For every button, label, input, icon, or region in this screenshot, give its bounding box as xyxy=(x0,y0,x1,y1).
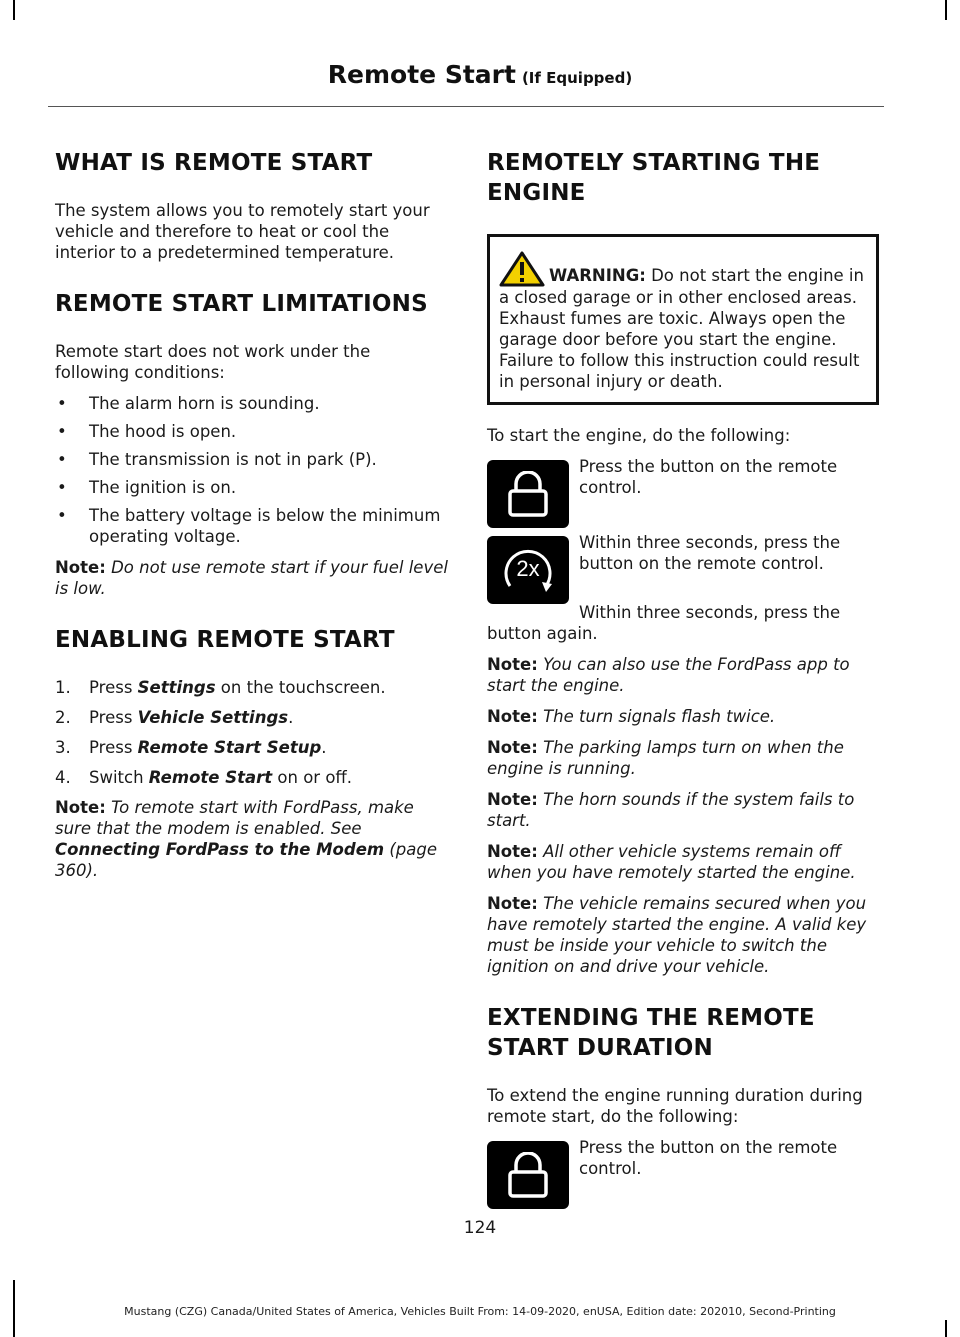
step-row xyxy=(487,532,879,602)
crop-mark xyxy=(13,0,15,20)
page-title: Remote Start xyxy=(327,60,516,89)
lock-button-image xyxy=(487,1141,569,1209)
limitations-intro: Remote start does not work under the following conditions: xyxy=(55,342,371,382)
crop-mark xyxy=(945,0,947,20)
list-item: • The ignition is on. xyxy=(57,478,237,497)
header-rule xyxy=(48,106,884,107)
remote-start-2x-icon xyxy=(496,542,560,598)
note: Note: The horn sounds if the system fails to start. xyxy=(487,790,855,830)
lock-icon xyxy=(506,471,550,517)
lock-button-image xyxy=(487,460,569,528)
warning-label: WARNING: xyxy=(549,266,646,285)
what-text: The system allows you to remotely start your vehicle and therefore to heat or cool the interior to a predetermined temperature. xyxy=(55,201,430,262)
enable-steps xyxy=(55,677,448,788)
page-number: 124 xyxy=(463,1218,497,1238)
extend-press-text: Press the button on the remote control. xyxy=(579,1138,838,1178)
enable-note: Note: To remote start with FordPass, make sure that the modem is enabled. See Connecting FordPass to the Modem (page 360). xyxy=(55,798,437,880)
step-item: 2. Press Vehicle Settings. xyxy=(55,708,294,727)
note: Note: All other vehicle systems remain off when you have remotely started the engine. xyxy=(487,842,856,882)
list-item: • The transmission is not in park (P). xyxy=(57,450,377,469)
warning-box xyxy=(487,234,879,405)
list-item: • The alarm horn is sounding. xyxy=(57,394,320,413)
extend-intro: To extend the engine running duration during remote start, do the following: xyxy=(487,1086,863,1126)
note: Note: The turn signals flash twice. xyxy=(487,707,776,726)
step-within-text: Within three seconds, press the button on the remote control. xyxy=(579,533,841,573)
section-title-starting: REMOTELY STARTING THE ENGINE xyxy=(487,150,821,206)
left-column xyxy=(55,148,448,891)
section-title-limitations: REMOTE START LIMITATIONS xyxy=(55,291,428,317)
note: Note: The parking lamps turn on when the engine is running. xyxy=(487,738,844,778)
step-press-text: Press the button on the remote control. xyxy=(579,457,838,497)
page-subtitle: (If Equipped) xyxy=(521,69,633,87)
start-intro: To start the engine, do the following: xyxy=(487,426,791,445)
section-title-what: WHAT IS REMOTE START xyxy=(55,150,373,176)
section-title-enabling: ENABLING REMOTE START xyxy=(55,627,395,653)
list-item: • The battery voltage is below the minimum operating voltage. xyxy=(57,506,441,546)
limitations-note: Note: Do not use remote start if your fuel level is low. xyxy=(55,558,448,598)
section-title-extending: EXTENDING THE REMOTE START DURATION xyxy=(487,1005,815,1061)
lock-icon xyxy=(506,1152,550,1198)
cross-reference-link[interactable]: Connecting FordPass to the Modem xyxy=(55,840,385,859)
remote-start-button-image xyxy=(487,536,569,604)
step-row xyxy=(487,456,879,528)
page-reference: (page 360). xyxy=(55,840,437,880)
step-row xyxy=(487,1137,879,1209)
footer-line: Mustang (CZG) Canada/United States of America, Vehicles Built From: 14-09-2020, enUSA, Edition date: 202010, Second-Printing xyxy=(124,1305,836,1318)
right-column xyxy=(487,148,879,1213)
step-item: 4. Switch Remote Start on or off. xyxy=(55,768,353,787)
warning-text: Do not start the engine in a closed garage or in other enclosed areas. Exhaust fumes are toxic. Always open the garage door before you start the engine. Failure to follow this instruction could result in personal injury or death. xyxy=(499,266,864,391)
running-head xyxy=(0,60,960,89)
note: Note: You can also use the FordPass app to start the engine. xyxy=(487,655,850,695)
limitations-list xyxy=(55,393,448,547)
note: Note: The vehicle remains secured when you have remotely started the engine. A valid key must be inside your vehicle to switch the ignition on and drive your vehicle. xyxy=(487,894,867,976)
warning-triangle-icon xyxy=(499,251,545,287)
step-item: 3. Press Remote Start Setup. xyxy=(55,738,327,757)
step-item: 1. Press Settings on the touchscreen. xyxy=(55,678,386,697)
crop-mark xyxy=(945,1320,947,1337)
list-item: • The hood is open. xyxy=(57,422,237,441)
badge-2x: 2x xyxy=(516,556,540,581)
step-again-text: Within three seconds, press the button again. xyxy=(487,603,841,643)
